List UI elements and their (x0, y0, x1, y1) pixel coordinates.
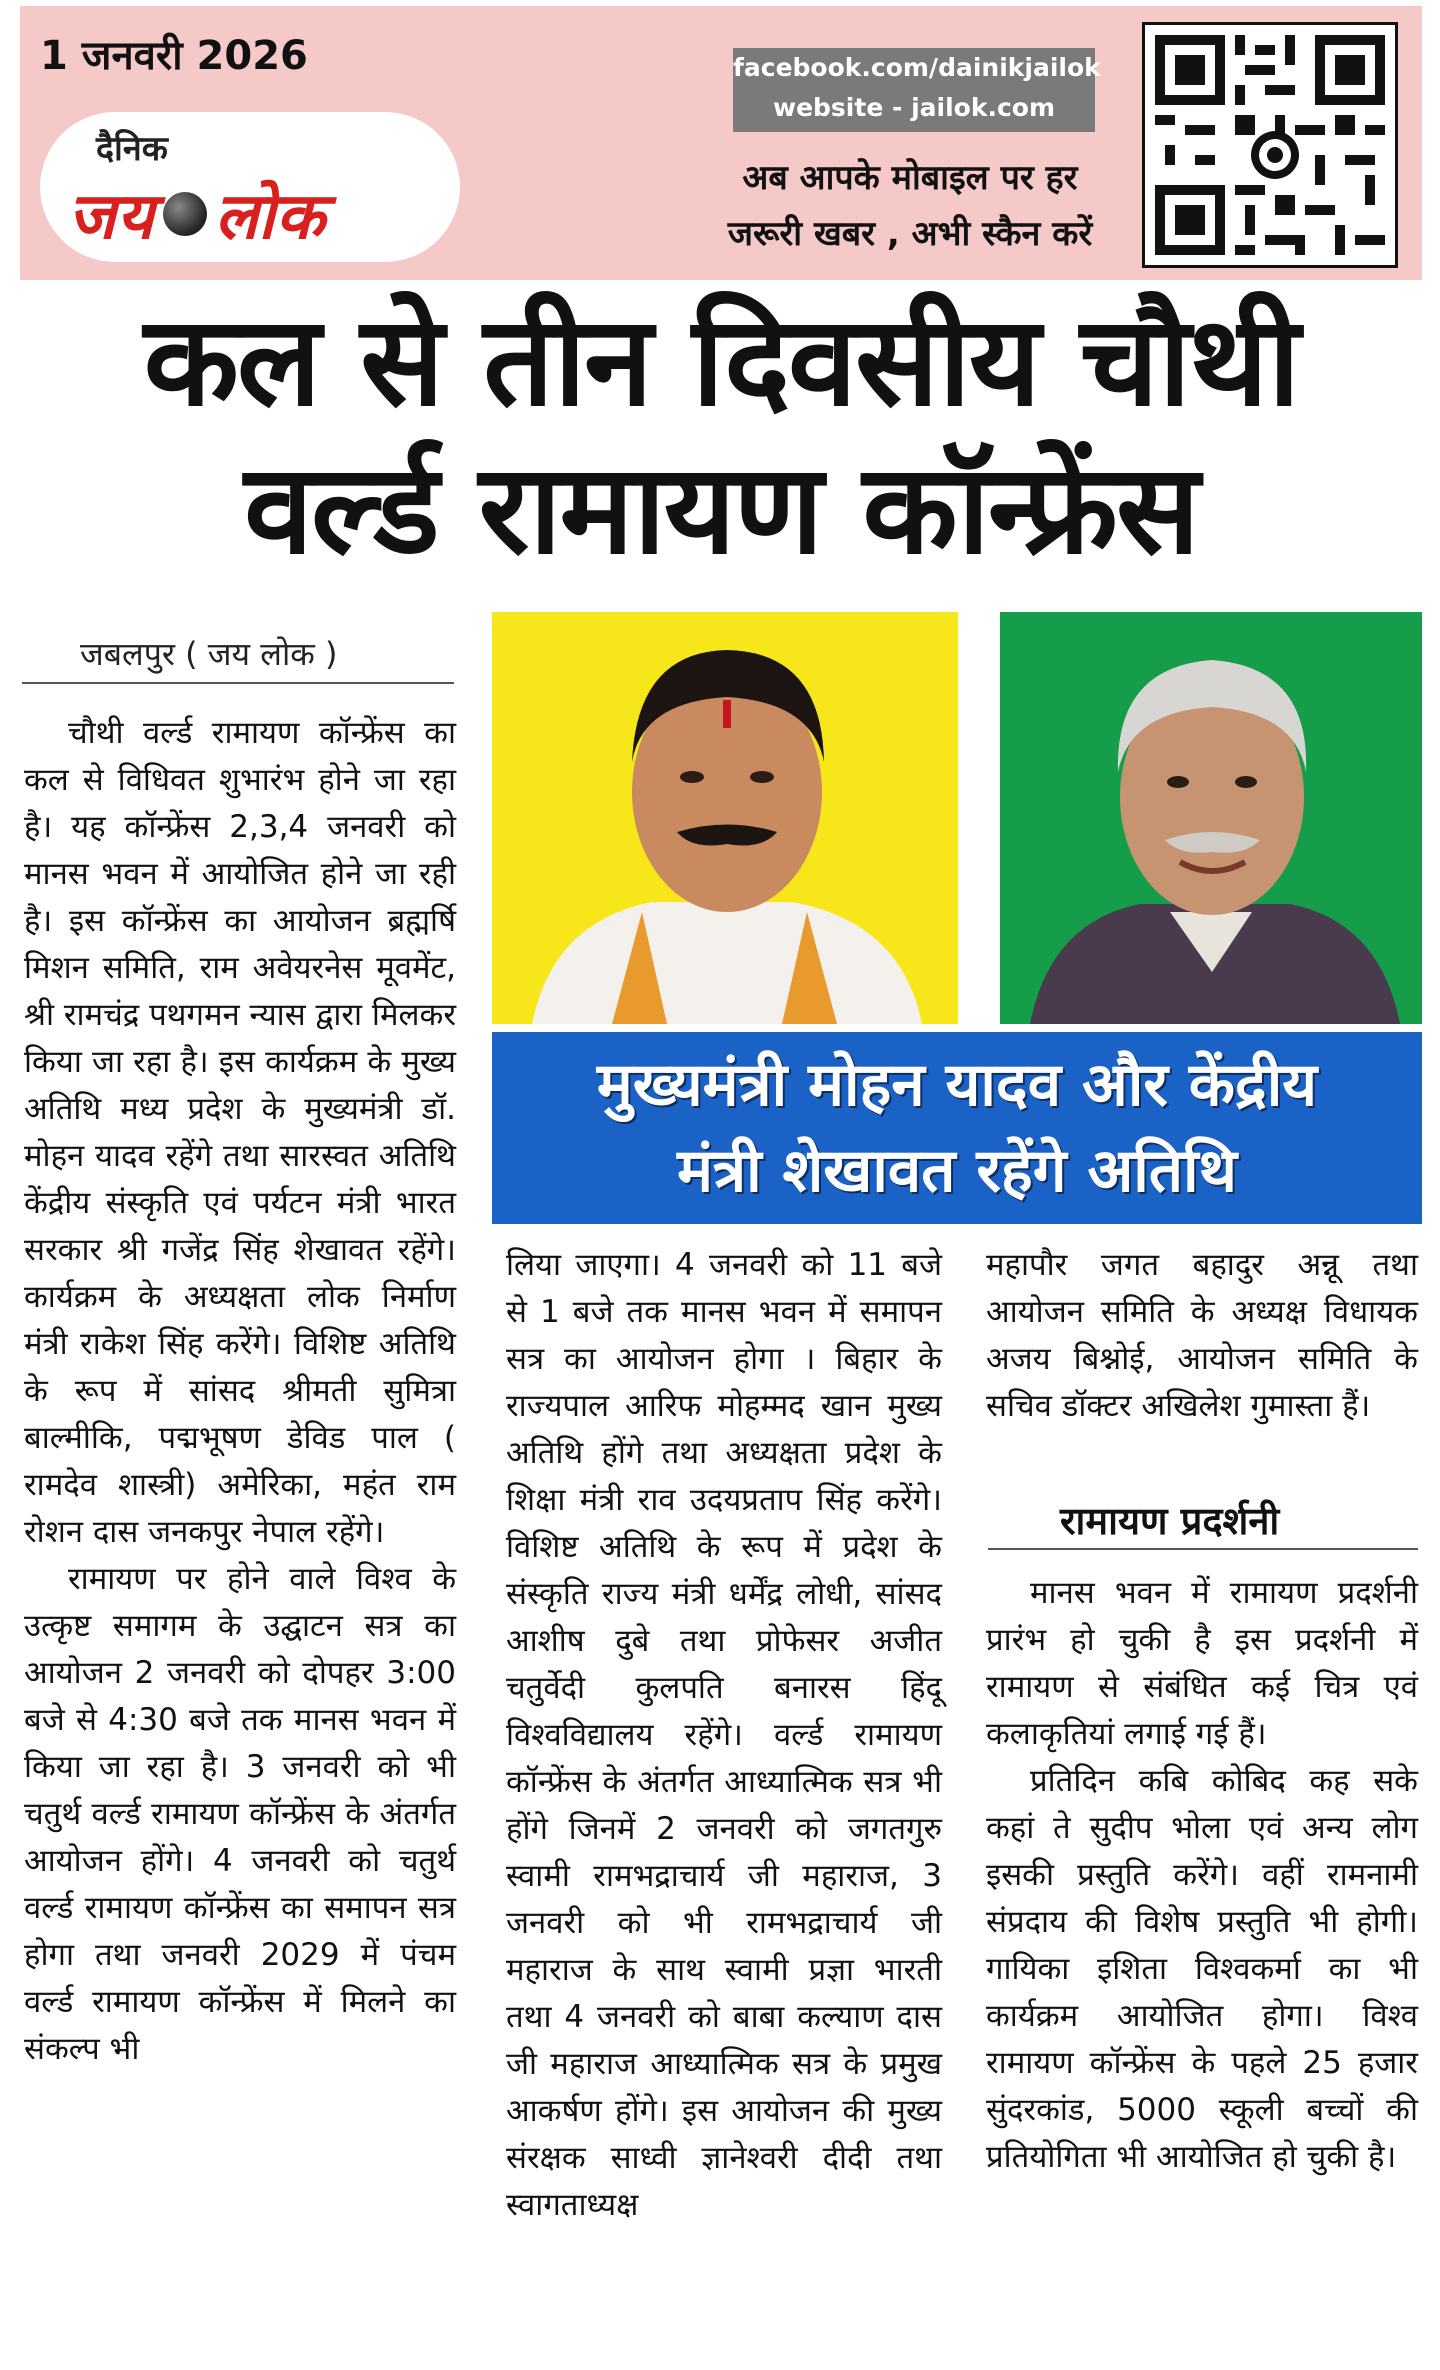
photo-gajendra-shekhawat[interactable] (1000, 612, 1422, 1024)
column-3-paragraph-2: मानस भवन में रामायण प्रदर्शनी प्रारंभ हो चुकी है इस प्रदर्शनी में रामायण से संबंधित कई चित्र एवं कलाकृतियां लगाई गई हैं। (986, 1575, 1418, 1752)
photo-mohan-yadav[interactable] (492, 612, 958, 1024)
headline-line-2: वर्ल्ड रामायण कॉन्फ्रेंस (244, 438, 1198, 582)
logo-main-text (68, 170, 326, 257)
logo-right-word: लोक (214, 180, 326, 254)
article-column-3-lower (986, 1570, 1418, 2181)
website-link[interactable]: website - jailok.com (772, 93, 1055, 122)
promo-line-1: अब आपके मोबाइल पर हर (742, 158, 1078, 198)
globe-icon (163, 192, 207, 236)
newspaper-logo[interactable] (40, 112, 460, 262)
logo-left-word: जय (68, 180, 155, 254)
dateline-divider (22, 682, 454, 684)
dateline: जबलपुर ( जय लोक ) (80, 635, 338, 673)
headline-line-1: कल से तीन दिवसीय चौथी (143, 290, 1299, 434)
qr-code-graphic (1145, 25, 1395, 265)
scan-promo (690, 150, 1130, 262)
column-1-paragraph-2: रामायण पर होने वाले विश्व के उत्कृष्ट समागम के उद्घाटन सत्र का आयोजन 2 जनवरी को दोपहर 3:00 बजे से 4:30 बजे तक मानस भवन में किया जा रहा है। 3 जनवरी को भी चतुर्थ वर्ल्ड रामायण कॉन्फ्रेंस के अंतर्गत आयोजन होंगे। 4 जनवरी को चतुर्थ वर्ल्ड रामायण कॉन्फ्रेंस का समापन सत्र होगा तथा जनवरी 2029 में पंचम वर्ल्ड रामायण कॉन्फ्रेंस में मिलने का संकल्प भी (24, 1561, 456, 2067)
article-column-1 (24, 710, 456, 2073)
column-2-paragraph-1: लिया जाएगा। 4 जनवरी को 11 बजे से 1 बजे तक मानस भवन में समापन सत्र का आयोजन होगा । बिहार के राज्यपाल आरिफ मोहम्मद खान मुख्य अतिथि होंगे तथा अध्यक्षता प्रदेश के शिक्षा मंत्री राव उदयप्रताप सिंह करेंगे। विशिष्ट अतिथि के रूप में प्रदेश के संस्कृति राज्य मंत्री धर्मेंद्र लोधी, सांसद आशीष दुबे तथा प्रोफेसर अजीत चतुर्वेदी कुलपति बनारस हिंदू विश्वविद्यालय रहेंगे। वर्ल्ड रामायण कॉन्फ्रेंस के अंतर्गत आध्यात्मिक सत्र भी होंगे जिनमें 2 जनवरी को जगतगुरु स्वामी रामभद्राचार्य जी महाराज, 3 जनवरी को भी रामभद्राचार्य जी महाराज के साथ स्वामी प्रज्ञा भारती तथा 4 जनवरी को बाबा कल्याण दास जी महाराज आध्यात्मिक सत्र के प्रमुख आकर्षण होंगे। इस आयोजन की मुख्य संरक्षक साध्वी ज्ञानेश्वरी दीदी तथा स्वागताध्यक्ष (506, 1247, 942, 2223)
facebook-link[interactable]: facebook.com/dainikjailok (733, 53, 1101, 82)
subheadline-line-2: मंत्री शेखावत रहेंगे अतिथि (677, 1136, 1237, 1206)
column-1-paragraph-1: चौथी वर्ल्ड रामायण कॉन्फ्रेंस का कल से विधिवत शुभारंभ होने जा रहा है। यह कॉन्फ्रेंस 2,3,4 जनवरी को मानस भवन में आयोजित होने जा रही है। इस कॉन्फ्रेंस का आयोजन ब्रह्मर्षि मिशन समिति, राम अवेयरनेस मूवमेंट, श्री रामचंद्र पथगमन न्यास द्वारा मिलकर किया जा रहा है। इस कार्यक्रम के मुख्य अतिथि मध्य प्रदेश के मुख्यमंत्री डॉ. मोहन यादव रहेंगे तथा सारस्वत अतिथि केंद्रीय संस्कृति एवं पर्यटन मंत्री भारत सरकार श्री गजेंद्र सिंह शेखावत रहेंगे। कार्यक्रम के अध्यक्षता लोक निर्माण मंत्री राकेश सिंह करेंगे। विशिष्ट अतिथि के रूप में सांसद श्रीमती सुमित्रा बाल्मीकि, पद्मभूषण डेविड पाल ( रामदेव शास्त्री) अमेरिका, महंत राम रोशन दास जनकपुर नेपाल रहेंगे। (24, 715, 456, 1550)
main-headline (20, 288, 1422, 584)
section-heading-exhibition: रामायण प्रदर्शनी (1060, 1499, 1280, 1543)
column-3-paragraph-3: प्रतिदिन कबि कोबिद कह सके कहां ते सुदीप भोला एवं अन्य लोग इसकी प्रस्तुति करेंगे। वहीं रामनामी संप्रदाय की विशेष प्रस्तुति भी होगी। गायिका इशिता विश्वकर्मा का भी कार्यक्रम आयोजित होगा। विश्व रामायण कॉन्फ्रेंस के पहले 25 हजार सुंदरकांड, 5000 स्कूली बच्चों की प्रतियोगिता भी आयोजित हो चुकी है। (986, 1763, 1418, 2175)
subheadline-banner (492, 1032, 1422, 1224)
column-3-paragraph-1: महापौर जगत बहादुर अन्नू तथा आयोजन समिति के अध्यक्ष विधायक अजय बिश्नोई, आयोजन समिति के सचिव डॉक्टर अखिलेश गुमास्ता हैं। (986, 1247, 1418, 1424)
portrait-2-graphic (1000, 612, 1422, 1024)
article-column-3 (986, 1242, 1418, 1430)
article-column-2 (506, 1242, 942, 2229)
logo-small-text: दैनिक (96, 129, 168, 169)
portrait-1-graphic (492, 612, 958, 1024)
qr-code-icon[interactable] (1142, 22, 1398, 268)
section-divider (988, 1548, 1418, 1550)
promo-line-2: जरूरी खबर , अभी स्कैन करें (727, 214, 1093, 254)
issue-date: 1 जनवरी 2026 (40, 33, 308, 79)
subheadline-line-1: मुख्यमंत्री मोहन यादव और केंद्रीय (596, 1050, 1318, 1120)
social-links (733, 48, 1101, 132)
